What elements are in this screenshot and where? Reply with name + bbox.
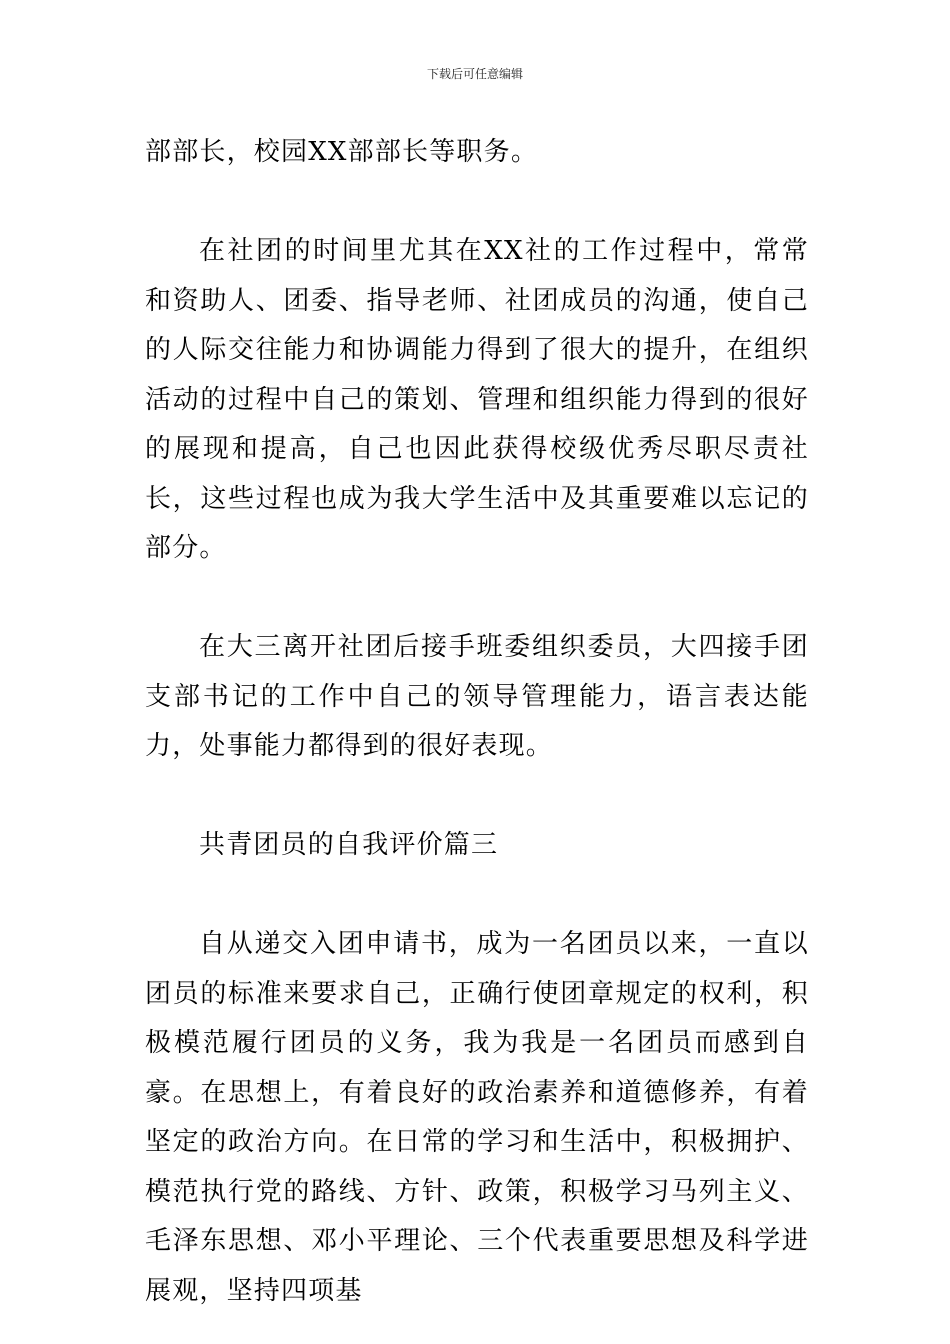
paragraph-spacer — [145, 772, 809, 822]
paragraph-spacer — [145, 178, 809, 228]
paragraph-self-evaluation: 自从递交入团申请书，成为一名团员以来，一直以团员的标准来要求自己，正确行使团章规定的权利，积极模范履行团员的义务，我为我是一名团员而感到自豪。在思想上，有着良好的政治素养和道德修养，有着坚定的政治方向。在日常的学习和生活中，积极拥护、模范执行党的路线、方针、政策，积极学习马列主义、毛泽东思想、邓小平理论、三个代表重要思想及科学进展观，坚持四项基 — [145, 929, 809, 1306]
paragraph-class-committee: 在大三离开社团后接手班委组织委员，大四接手团支部书记的工作中自己的领导管理能力，语言表达能力，处事能力都得到的很好表现。 — [145, 632, 809, 761]
section-heading: 共青团员的自我评价篇三 — [199, 830, 499, 860]
paragraph-club-work: 在社团的时间里尤其在XX社的工作过程中，常常和资助人、团委、指导老师、社团成员的沟通，使自己的人际交往能力和协调能力得到了很大的提升，在组织活动的过程中自己的策划、管理和组织能力得到的很好的展现和提高，自己也因此获得校级优秀尽职尽责社长，这些过程也成为我大学生活中及其重要难以忘记的部分。 — [145, 236, 809, 563]
document-body — [145, 128, 809, 1316]
header-note: 下载后可任意编辑 — [426, 67, 523, 81]
paragraph-spacer — [145, 574, 809, 624]
paragraph-continuation: 部部长，校园XX部部长等职务。 — [145, 137, 539, 167]
paragraph-spacer — [145, 871, 809, 921]
